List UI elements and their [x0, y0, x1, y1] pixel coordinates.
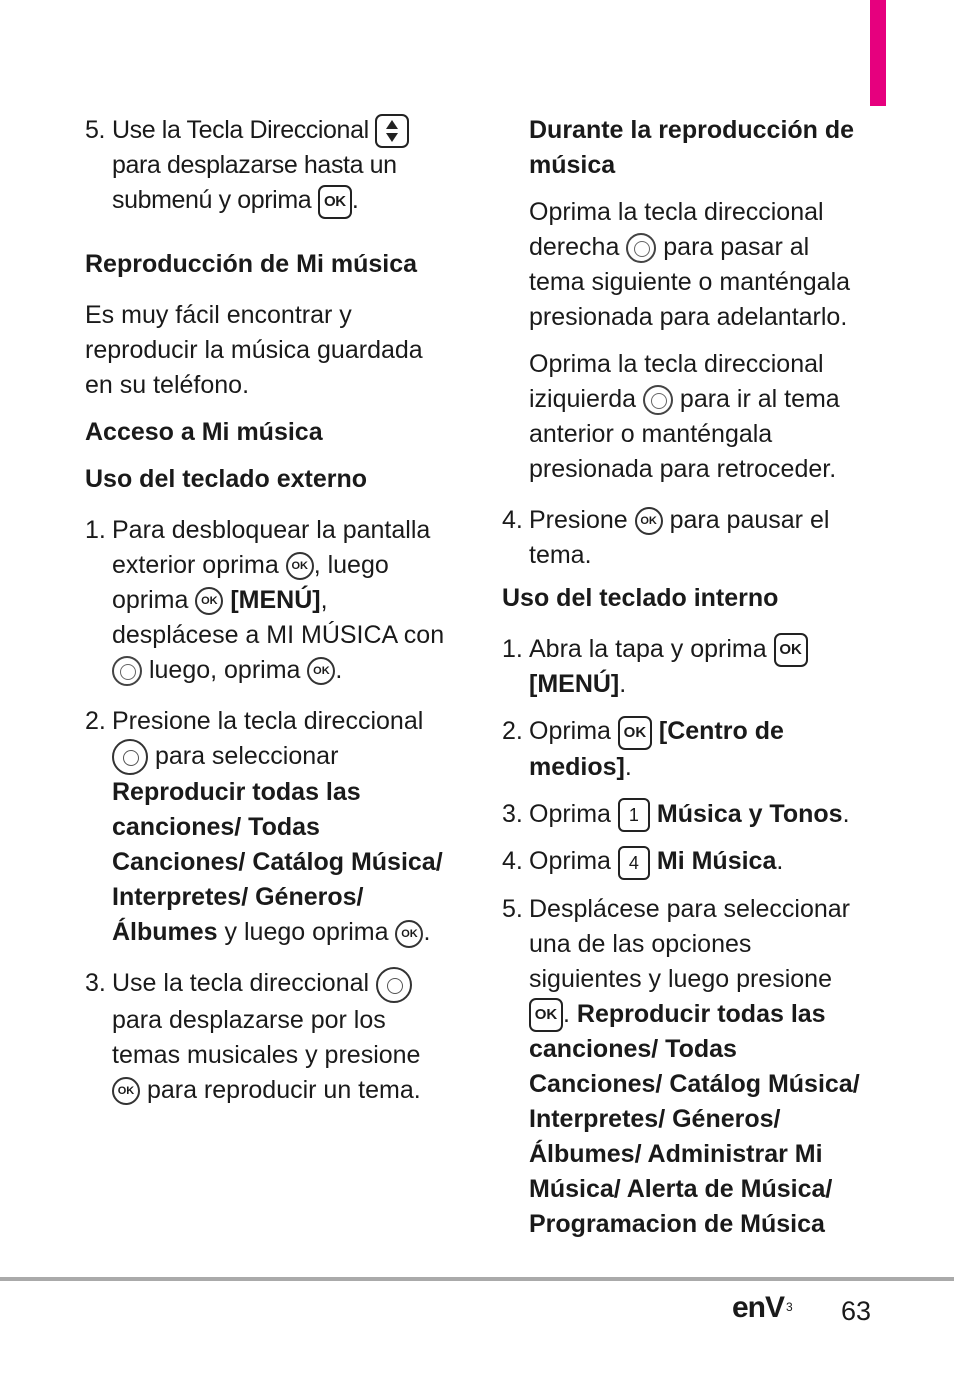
- next-track-paragraph: [502, 195, 864, 335]
- section-heading-durante: Durante la reproducción de música: [529, 116, 855, 179]
- four-way-nav-key-icon: [112, 739, 148, 775]
- step-text: .: [563, 999, 570, 1028]
- step-2-internal: [502, 714, 864, 784]
- step-number: 5.: [502, 894, 523, 923]
- step-text: para desplazarse hasta un submenú y oprima: [112, 151, 397, 215]
- step-text: Para desbloquear la pantalla exterior oprima: [112, 515, 431, 579]
- step-number: 3.: [85, 969, 106, 998]
- step-4-pause: [502, 503, 864, 573]
- four-way-nav-key-icon: [376, 967, 412, 1003]
- step-text: .: [335, 655, 343, 684]
- step-text: Desplácese para seleccionar una de las opciones siguientes y luego presione: [529, 894, 851, 993]
- step-text: Presione la tecla direccional: [112, 706, 424, 735]
- paragraph-text: Oprima la tecla direccional iziquierda: [529, 350, 824, 413]
- step-1-external: [85, 513, 455, 688]
- step-text: Oprima: [529, 799, 611, 828]
- my-music-label: Mi Música: [656, 847, 777, 876]
- step-number: 4.: [502, 506, 523, 534]
- ok-button-icon: OK: [195, 587, 223, 615]
- key-1-icon: 1: [618, 798, 650, 832]
- media-center-label: [Centro de medios]: [529, 717, 784, 781]
- logo-superscript: 3: [786, 1300, 792, 1314]
- step-text: .: [776, 847, 784, 876]
- key-4-icon: 4: [618, 846, 650, 880]
- step-text: , luego oprima: [112, 550, 389, 614]
- step-number: 2.: [85, 706, 106, 735]
- step-3-external: [85, 966, 455, 1107]
- left-column: [85, 113, 455, 1108]
- step-1-internal: [502, 632, 864, 702]
- left-directional-key-icon: [643, 385, 673, 415]
- right-column: [502, 113, 864, 1242]
- menu-label: [MENÚ]: [529, 670, 620, 699]
- step-number: 2.: [502, 717, 523, 746]
- logo-text: enV: [732, 1291, 785, 1324]
- step-number: 1.: [85, 515, 106, 544]
- step-number: 4.: [502, 847, 523, 876]
- step-text: para desplazarse por los temas musicales y presione: [112, 1005, 421, 1069]
- music-options-list: Reproducir todas las canciones/ Todas Canciones/ Catálog Música/ Interpretes/ Géneros/ Álbumes: [112, 778, 443, 947]
- ok-button-icon: OK: [286, 552, 314, 580]
- step-text: Use la tecla direccional: [112, 969, 370, 998]
- page-number: 63: [841, 1296, 872, 1326]
- step-text: .: [423, 918, 431, 947]
- footer-rule: [0, 1277, 954, 1281]
- step-text: .: [619, 670, 627, 699]
- intro-paragraph: Es muy fácil encontrar y reproducir la música guardada en su teléfono.: [85, 300, 423, 399]
- directional-key-icon: [112, 656, 142, 686]
- step-4-internal: [502, 844, 864, 879]
- step-text: Use la Tecla Direccional: [112, 116, 369, 144]
- previous-track-paragraph: [502, 347, 864, 487]
- section-heading-acceso: Acceso a Mi música: [85, 417, 323, 446]
- step-text: luego, oprima: [148, 655, 301, 684]
- step-3-internal: [502, 797, 864, 832]
- step-text: para pausar el tema.: [529, 506, 830, 569]
- step-text: .: [351, 186, 359, 215]
- step-text: Oprima: [529, 717, 611, 746]
- ok-button-icon: OK: [635, 507, 663, 535]
- step-5-internal: [502, 892, 864, 1242]
- music-tones-label: Música y Tonos: [656, 799, 843, 828]
- paragraph-text: para ir al tema anterior o manténgala presionada para retroceder.: [529, 385, 840, 483]
- step-text: y luego oprima: [224, 918, 389, 947]
- step-number: 1.: [502, 635, 523, 663]
- up-down-nav-key-icon: [375, 114, 409, 148]
- ok-button-icon: OK: [112, 1077, 140, 1105]
- ok-key-icon: OK: [618, 716, 652, 750]
- section-heading-reproduccion: Reproducción de Mi música: [85, 249, 418, 278]
- step-text: .: [842, 799, 850, 828]
- music-options-list: Reproducir todas las canciones/ Todas Canciones/ Catálog Música/ Interpretes/ Géneros/ Álbumes/ Administrar Mi Música/ Alerta de Música/ Programacion de Música: [529, 999, 860, 1238]
- step-text: .: [624, 752, 632, 781]
- paragraph-text: para pasar al tema siguiente o manténgala presionada para adelantarlo.: [529, 233, 851, 331]
- menu-label: [MENÚ]: [230, 585, 321, 614]
- step-text: Presione: [529, 506, 628, 534]
- section-heading-teclado-externo: Uso del teclado externo: [85, 464, 368, 493]
- section-accent-bar: [870, 0, 886, 106]
- step-text: Oprima: [529, 847, 611, 876]
- paragraph-text: Oprima la tecla direccional derecha: [529, 198, 824, 261]
- step-number: 3.: [502, 799, 523, 828]
- step-2-external: [85, 704, 455, 950]
- right-directional-key-icon: [626, 233, 656, 263]
- step-text: para reproducir un tema.: [146, 1075, 421, 1104]
- ok-key-icon: OK: [774, 633, 808, 667]
- ok-key-icon: OK: [318, 185, 352, 219]
- ok-key-icon: OK: [529, 998, 563, 1032]
- step-text: , desplácese a MI MÚSICA con: [112, 585, 445, 649]
- env3-logo: [732, 1290, 792, 1325]
- ok-button-icon: OK: [395, 920, 423, 948]
- section-heading-teclado-interno: Uso del teclado interno: [502, 584, 779, 612]
- step-text: Abra la tapa y oprima: [529, 635, 767, 663]
- ok-button-icon: OK: [307, 657, 335, 685]
- step-5-left: [85, 113, 455, 219]
- step-text: para seleccionar: [154, 741, 339, 770]
- step-number: 5.: [85, 116, 106, 144]
